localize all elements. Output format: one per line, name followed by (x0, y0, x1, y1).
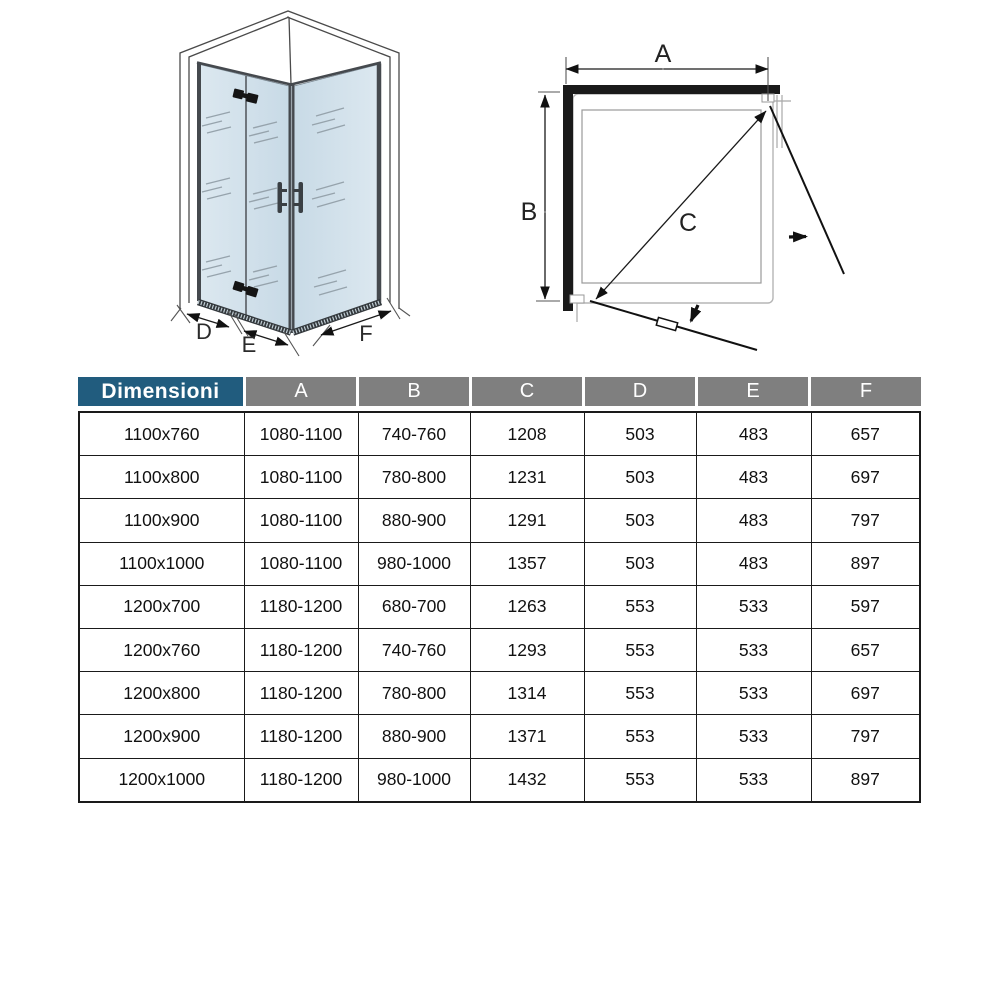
door-handle-plan (656, 317, 677, 330)
header-col-f: F (811, 377, 921, 406)
value-cell: 880-900 (358, 715, 470, 758)
value-cell: 533 (696, 715, 811, 758)
value-cell: 503 (584, 456, 696, 499)
value-cell: 780-800 (358, 672, 470, 715)
value-cell: 483 (696, 456, 811, 499)
value-cell: 503 (584, 412, 696, 456)
value-cell: 503 (584, 542, 696, 585)
value-cell: 657 (811, 628, 920, 671)
value-cell: 740-760 (358, 412, 470, 456)
dim-label-b: B (520, 198, 538, 226)
door-swing-bottom (590, 301, 757, 350)
value-cell: 1357 (470, 542, 584, 585)
value-cell: 553 (584, 715, 696, 758)
table-row (79, 585, 920, 628)
table-row (79, 672, 920, 715)
value-cell: 483 (696, 412, 811, 456)
value-cell: 503 (584, 499, 696, 542)
value-cell: 797 (811, 715, 920, 758)
diagonal-dimension-c (596, 111, 766, 299)
value-cell: 897 (811, 542, 920, 585)
value-cell: 780-800 (358, 456, 470, 499)
value-cell: 1180-1200 (244, 758, 358, 802)
dim-label-d: D (196, 319, 212, 344)
value-cell: 740-760 (358, 628, 470, 671)
value-cell: 1080-1100 (244, 542, 358, 585)
header-col-b: B (359, 377, 469, 406)
table-title: Dimensioni (78, 377, 243, 406)
size-cell: 1100x1000 (79, 542, 244, 585)
wall-left (563, 85, 573, 311)
table-row (79, 758, 920, 802)
value-cell: 1180-1200 (244, 715, 358, 758)
header-col-e: E (698, 377, 808, 406)
glass-panel-right-face (294, 64, 380, 331)
value-cell: 980-1000 (358, 758, 470, 802)
value-cell: 1231 (470, 456, 584, 499)
door-swing-right (770, 106, 844, 274)
size-cell: 1200x1000 (79, 758, 244, 802)
size-cell: 1200x900 (79, 715, 244, 758)
size-cell: 1200x800 (79, 672, 244, 715)
value-cell: 553 (584, 585, 696, 628)
size-cell: 1100x900 (79, 499, 244, 542)
value-cell: 797 (811, 499, 920, 542)
dim-label-c: C (678, 209, 698, 237)
value-cell: 980-1000 (358, 542, 470, 585)
value-cell: 1293 (470, 628, 584, 671)
value-cell: 657 (811, 412, 920, 456)
table-header-row (78, 377, 921, 406)
value-cell: 1263 (470, 585, 584, 628)
value-cell: 553 (584, 672, 696, 715)
table-row (79, 542, 920, 585)
header-col-d: D (585, 377, 695, 406)
dimension-table (78, 377, 921, 803)
value-cell: 1080-1100 (244, 412, 358, 456)
value-cell: 553 (584, 758, 696, 802)
value-cell: 897 (811, 758, 920, 802)
isometric-enclosure-diagram (138, 0, 430, 378)
value-cell: 533 (696, 758, 811, 802)
value-cell: 1080-1100 (244, 456, 358, 499)
value-cell: 1180-1200 (244, 628, 358, 671)
table-row (79, 412, 920, 456)
value-cell: 553 (584, 628, 696, 671)
value-cell: 1180-1200 (244, 672, 358, 715)
wall-top (563, 85, 780, 94)
value-cell: 483 (696, 542, 811, 585)
header-col-a: A (246, 377, 356, 406)
door-pivot-details (570, 94, 791, 322)
dimension-b (536, 92, 560, 301)
value-cell: 1314 (470, 672, 584, 715)
value-cell: 880-900 (358, 499, 470, 542)
size-cell: 1200x760 (79, 628, 244, 671)
value-cell: 1432 (470, 758, 584, 802)
value-cell: 533 (696, 628, 811, 671)
dim-label-a: A (654, 40, 672, 68)
value-cell: 483 (696, 499, 811, 542)
table-row (79, 456, 920, 499)
value-cell: 680-700 (358, 585, 470, 628)
size-cell: 1200x700 (79, 585, 244, 628)
value-cell: 697 (811, 456, 920, 499)
plan-view-diagram (500, 28, 880, 370)
dim-label-f: F (359, 321, 373, 346)
value-cell: 1371 (470, 715, 584, 758)
value-cell: 1080-1100 (244, 499, 358, 542)
value-cell: 697 (811, 672, 920, 715)
header-col-c: C (472, 377, 582, 406)
table-row (79, 715, 920, 758)
size-cell: 1100x760 (79, 412, 244, 456)
table-row (79, 628, 920, 671)
shower-tray-outline (573, 94, 773, 303)
value-cell: 1291 (470, 499, 584, 542)
dimension-values-table (78, 411, 921, 803)
size-cell: 1100x800 (79, 456, 244, 499)
table-row (79, 499, 920, 542)
value-cell: 533 (696, 585, 811, 628)
value-cell: 1180-1200 (244, 585, 358, 628)
dimension-table-body (79, 412, 920, 802)
value-cell: 597 (811, 585, 920, 628)
dim-label-e: E (241, 332, 257, 357)
value-cell: 533 (696, 672, 811, 715)
value-cell: 1208 (470, 412, 584, 456)
